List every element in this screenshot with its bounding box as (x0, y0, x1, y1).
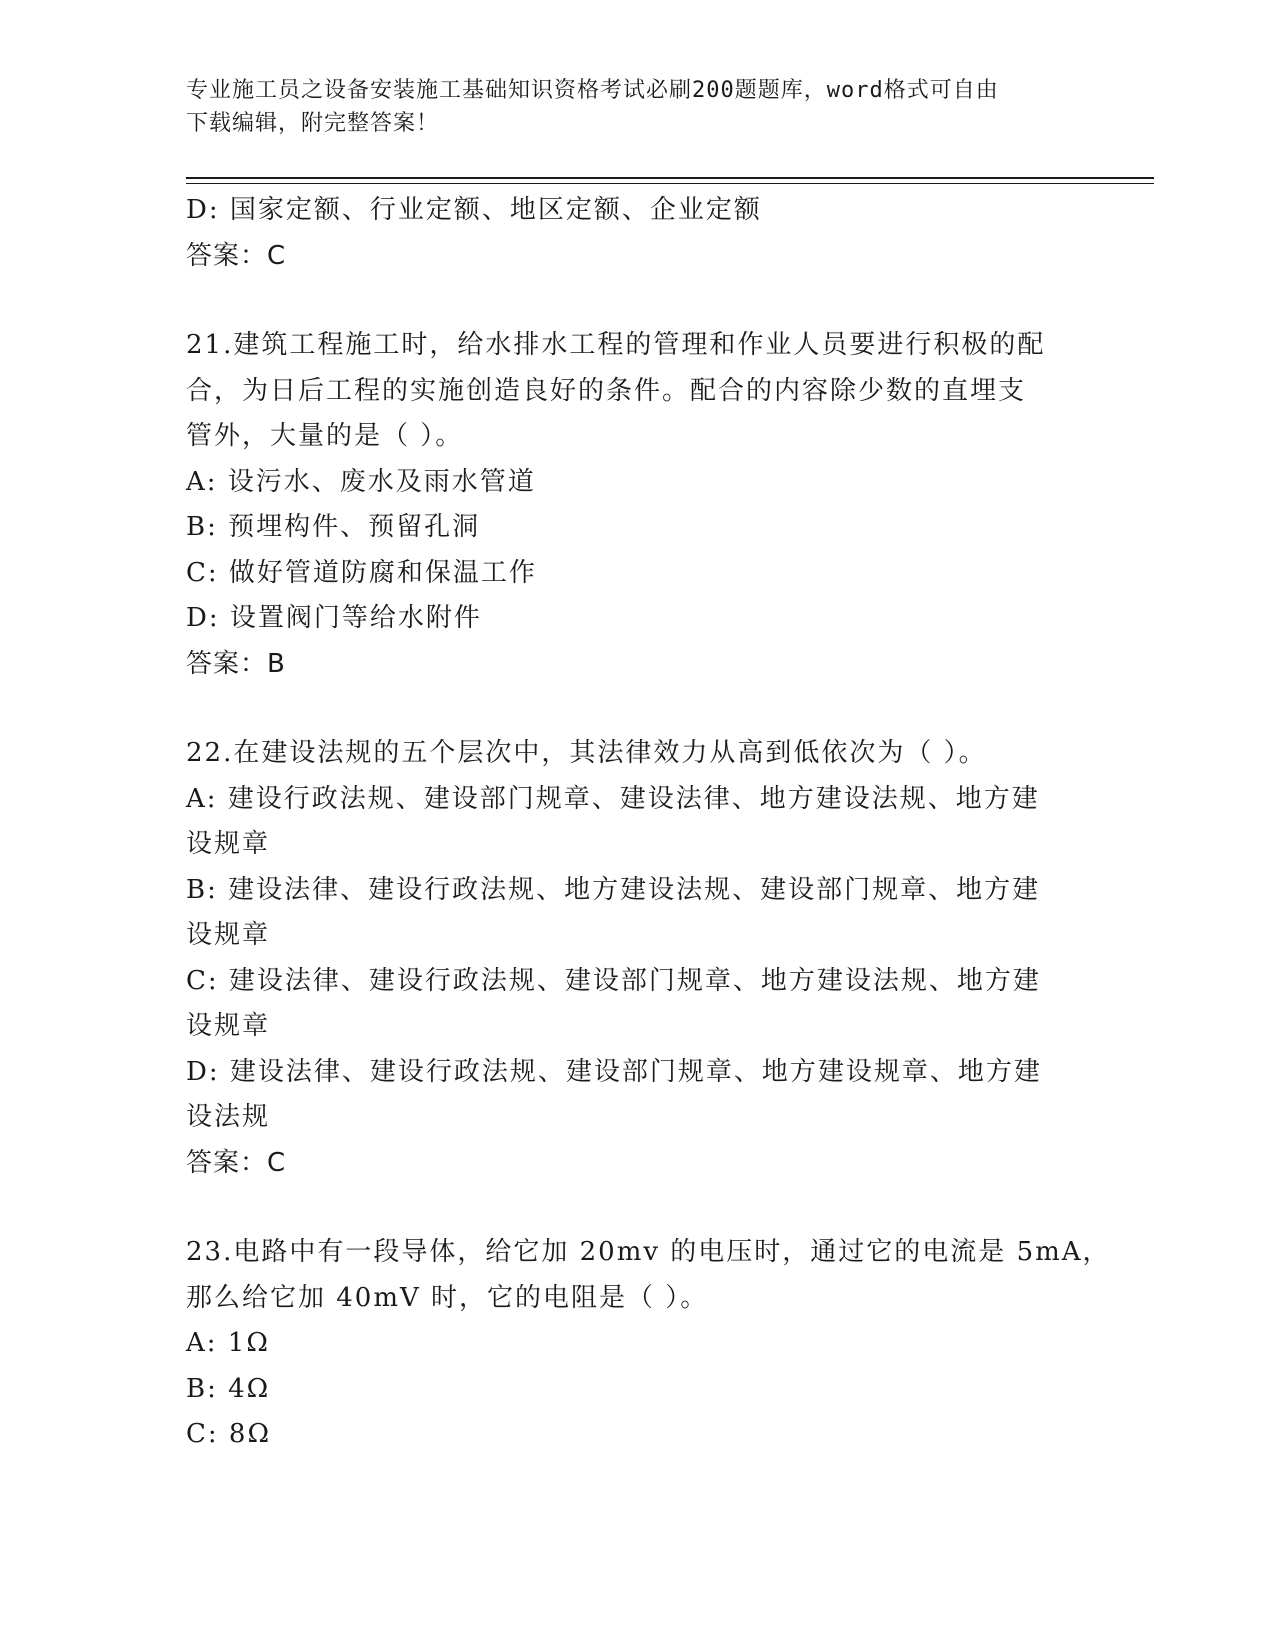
option-d-continued: 设法规 (186, 1102, 271, 1132)
question-stem-line: 那么给它加 40mV 时，它的电阻是（ ）。 (186, 1282, 709, 1313)
header-divider-thick (186, 177, 1154, 179)
header-title-line-2: 下载编辑，附完整答案！ (186, 111, 440, 136)
question-stem-line: 21.建筑工程施工时，给水排水工程的管理和作业人员要进行积极的配 (186, 330, 1046, 360)
question-stem-line: 23.电路中有一段导体，给它加 20mv 的电压时，通过它的电流是 5mA， (186, 1237, 1111, 1267)
previous-question-tail (186, 188, 1086, 279)
spacer (186, 1186, 1086, 1230)
question-22 (186, 731, 1086, 1186)
spacer (186, 279, 1086, 323)
option-a: A: 建设行政法规、建设部门规章、建设法律、地方建设法规、地方建 (186, 783, 1040, 814)
question-23 (186, 1230, 1111, 1458)
question-21 (186, 323, 1086, 687)
option-a-continued: 设规章 (186, 829, 271, 859)
question-stem-line: 管外，大量的是（ ）。 (186, 421, 464, 451)
answer-line: 答案：C (186, 1147, 287, 1178)
document-body (186, 188, 1111, 1458)
option-c-continued: 设规章 (186, 1011, 271, 1041)
option-d: D: 设置阀门等给水附件 (186, 603, 482, 633)
option-c: C: 做好管道防腐和保温工作 (186, 557, 537, 588)
answer-line: 答案：B (186, 648, 286, 679)
option-d: D: 建设法律、建设行政法规、建设部门规章、地方建设规章、地方建 (186, 1056, 1042, 1087)
option-b: B: 4Ω (186, 1373, 271, 1404)
header-title-line-1: 专业施工员之设备安装施工基础知识资格考试必刷200题题库，word格式可自由 (186, 78, 999, 103)
document-header (186, 74, 1086, 140)
option-c: C: 8Ω (186, 1419, 272, 1449)
option-a: A: 设污水、废水及雨水管道 (186, 466, 536, 497)
header-divider-thin (186, 183, 1154, 184)
option-a: A: 1Ω (186, 1328, 270, 1358)
option-c: C: 建设法律、建设行政法规、建设部门规章、地方建设法规、地方建 (186, 965, 1041, 996)
option-d: D: 国家定额、行业定额、地区定额、企业定额 (186, 195, 762, 225)
question-stem-line: 22.在建设法规的五个层次中，其法律效力从高到低依次为（ ）。 (186, 738, 987, 768)
spacer (186, 687, 1086, 731)
question-stem-line: 合，为日后工程的实施创造良好的条件。配合的内容除少数的直埋支 (186, 375, 1027, 406)
option-b-continued: 设规章 (186, 920, 271, 950)
answer-line: 答案：C (186, 240, 287, 271)
option-b: B: 预埋构件、预留孔洞 (186, 512, 481, 542)
option-b: B: 建设法律、建设行政法规、地方建设法规、建设部门规章、地方建 (186, 874, 1041, 905)
